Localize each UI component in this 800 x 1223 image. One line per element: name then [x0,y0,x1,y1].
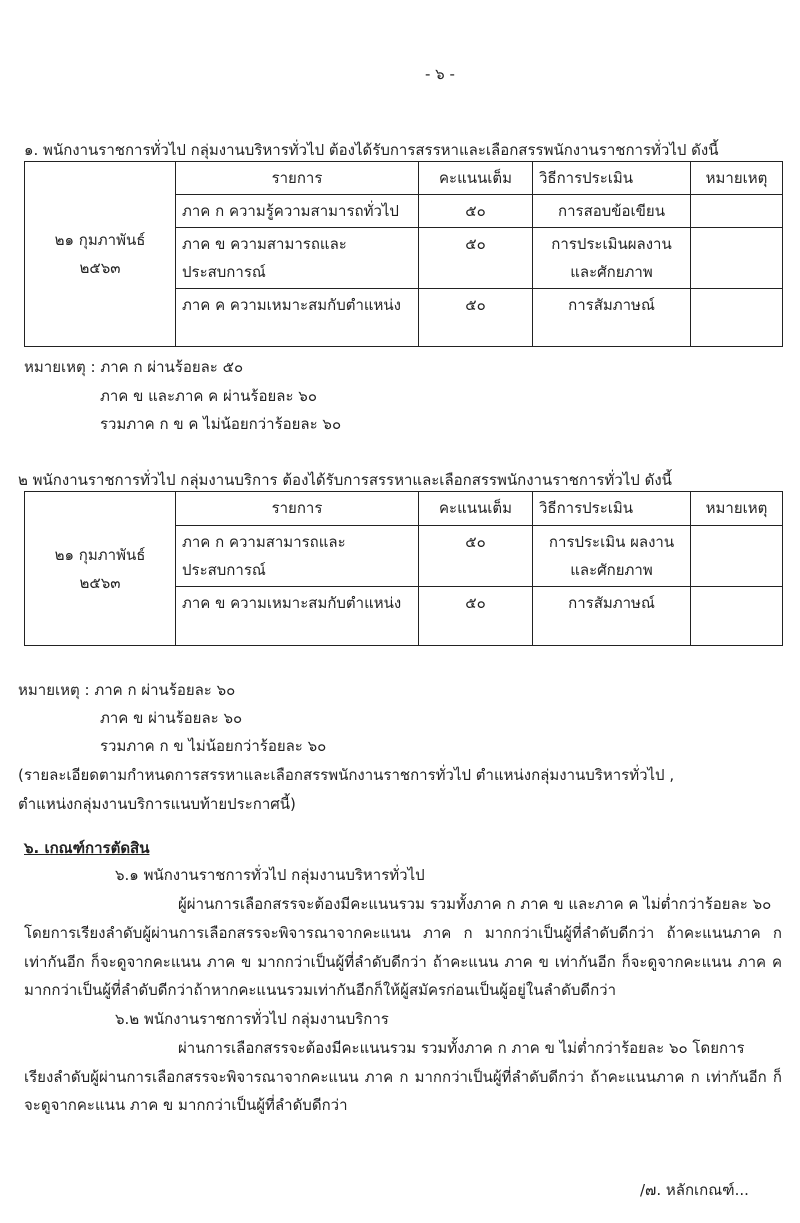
section1-note: รวมภาค ก ข ค ไม่น้อยกว่าร้อยละ ๖๐ [100,415,342,433]
section1-note: ภาค ข และภาค ค ผ่านร้อยละ ๖๐ [100,387,317,405]
section2-note: หมายเหตุ : ภาค ก ผ่านร้อยละ ๖๐ [18,681,236,699]
item-cell: ภาค ก ความรู้ความสามารถทั่วไป [176,195,419,228]
note-cell [691,587,783,646]
section2-heading: ๒ พนักงานราชการทั่วไป กลุ่มงานบริการ ต้องได้รับการสรรหาและเลือกสรรพนักงานราชการทั่วไป ดังนี้ [18,471,672,489]
date-line: ๒๕๖๓ [79,259,121,277]
item-cell: ภาค ข ความสามารถและประสบการณ์ [176,228,419,289]
table-date-cell [25,162,176,347]
section6-2-title: ๖.๒ พนักงานราชการทั่วไป กลุ่มงานบริการ [115,1010,389,1028]
column-header: หมายเหตุ [691,492,783,526]
date-line: ๒๕๖๓ [79,573,121,592]
section6-1-title: ๖.๑ พนักงานราชการทั่วไป กลุ่มงานบริหารทั่วไป [115,866,425,884]
note-cell [691,526,783,587]
column-header: หมายเหตุ [691,162,783,195]
section6-heading: ๖. เกณฑ์การตัดสิน [24,839,150,857]
section2-note: รวมภาค ก ข ไม่น้อยกว่าร้อยละ ๖๐ [100,737,327,755]
column-header: วิธีการประเมิน [533,162,691,195]
section6-2-line: เรียงลำดับผู้ผ่านการเลือกสรรจะพิจารณาจากคะแนน ภาค ก มากกว่าเป็นผู้ที่ลำดับดีกว่า ถ้าคะแนนภาค ก เท่ากันอีก ก็ [24,1068,782,1086]
section6-1-line: มากกว่าเป็นผู้ที่ลำดับดีกว่าถ้าหากคะแนนรวมเท่ากันอีกก็ให้ผู้สมัครก่อนเป็นผู้อยู่ในลำดับดีกว่า [24,981,617,999]
score-cell: ๕๐ [419,587,533,646]
date-line: ๒๑ กุมภาพันธ์ [54,231,146,249]
section1-note: หมายเหตุ : ภาค ก ผ่านร้อยละ ๕๐ [24,358,244,376]
section2-table [24,491,783,646]
column-header: วิธีการประเมิน [533,492,691,526]
item-cell: ภาค ก ความสามารถและประสบการณ์ [176,526,419,587]
note-cell [691,195,783,228]
score-cell: ๕๐ [419,228,533,289]
score-cell: ๕๐ [419,289,533,347]
column-header: รายการ [176,492,419,526]
item-cell: ภาค ค ความเหมาะสมกับตำแหน่ง [176,289,419,347]
section2-detail: ตำแหน่งกลุ่มงานบริการแนบท้ายประกาศนี้) [18,795,296,813]
section6-1-line: เท่ากันอีก ก็จะดูจากคะแนน ภาค ข มากกว่าเป็นผู้ที่ลำดับดีกว่า ถ้าคะแนน ภาค ข เท่ากันอีก ก็จะดูจากคะแนน ภาค ค [24,953,782,971]
section1-heading: ๑. พนักงานราชการทั่วไป กลุ่มงานบริหารทั่วไป ต้องได้รับการสรรหาและเลือกสรรพนักงานราชการทั่วไป ดังนี้ [24,141,719,159]
note-cell [691,289,783,347]
section6-1-line: โดยการเรียงลำดับผู้ผ่านการเลือกสรรจะพิจารณาจากคะแนน ภาค ก มากกว่าเป็นผู้ที่ลำดับดีกว่า ถ้าคะแนนภาค ก [24,924,782,942]
section6-1-line: ผู้ผ่านการเลือกสรรจะต้องมีคะแนนรวม รวมทั้งภาค ก ภาค ข และภาค ค ไม่ต่ำกว่าร้อยละ ๖๐ [178,895,772,913]
date-line: ๒๑ กุมภาพันธ์ [54,545,146,564]
section1-table [24,161,783,347]
method-cell: การสอบข้อเขียน [533,195,691,228]
table-date-cell [25,492,176,646]
section6-2-line: จะดูจากคะแนน ภาค ข มากกว่าเป็นผู้ที่ลำดับดีกว่า [24,1096,348,1114]
footer-continuation: /๗. หลักเกณฑ์... [640,1181,749,1199]
note-cell [691,228,783,289]
column-header: คะแนนเต็ม [419,162,533,195]
section6-2-line: ผ่านการเลือกสรรจะต้องมีคะแนนรวม รวมทั้งภาค ก ภาค ข ไม่ต่ำกว่าร้อยละ ๖๐ โดยการ [178,1039,745,1057]
method-cell: การสัมภาษณ์ [533,587,691,646]
score-cell: ๕๐ [419,195,533,228]
column-header: คะแนนเต็ม [419,492,533,526]
page-number: - ๖ - [425,65,455,83]
method-cell: การประเมินผลงานและศักยภาพ [533,228,691,289]
method-cell: การประเมิน ผลงาน และศักยภาพ [533,526,691,587]
item-cell: ภาค ข ความเหมาะสมกับตำแหน่ง [176,587,419,646]
column-header: รายการ [176,162,419,195]
score-cell: ๕๐ [419,526,533,587]
section2-detail: (รายละเอียดตามกำหนดการสรรหาและเลือกสรรพนักงานราชการทั่วไป ตำแหน่งกลุ่มงานบริหารทั่วไป , [18,766,675,784]
method-cell: การสัมภาษณ์ [533,289,691,347]
section2-note: ภาค ข ผ่านร้อยละ ๖๐ [100,709,243,727]
